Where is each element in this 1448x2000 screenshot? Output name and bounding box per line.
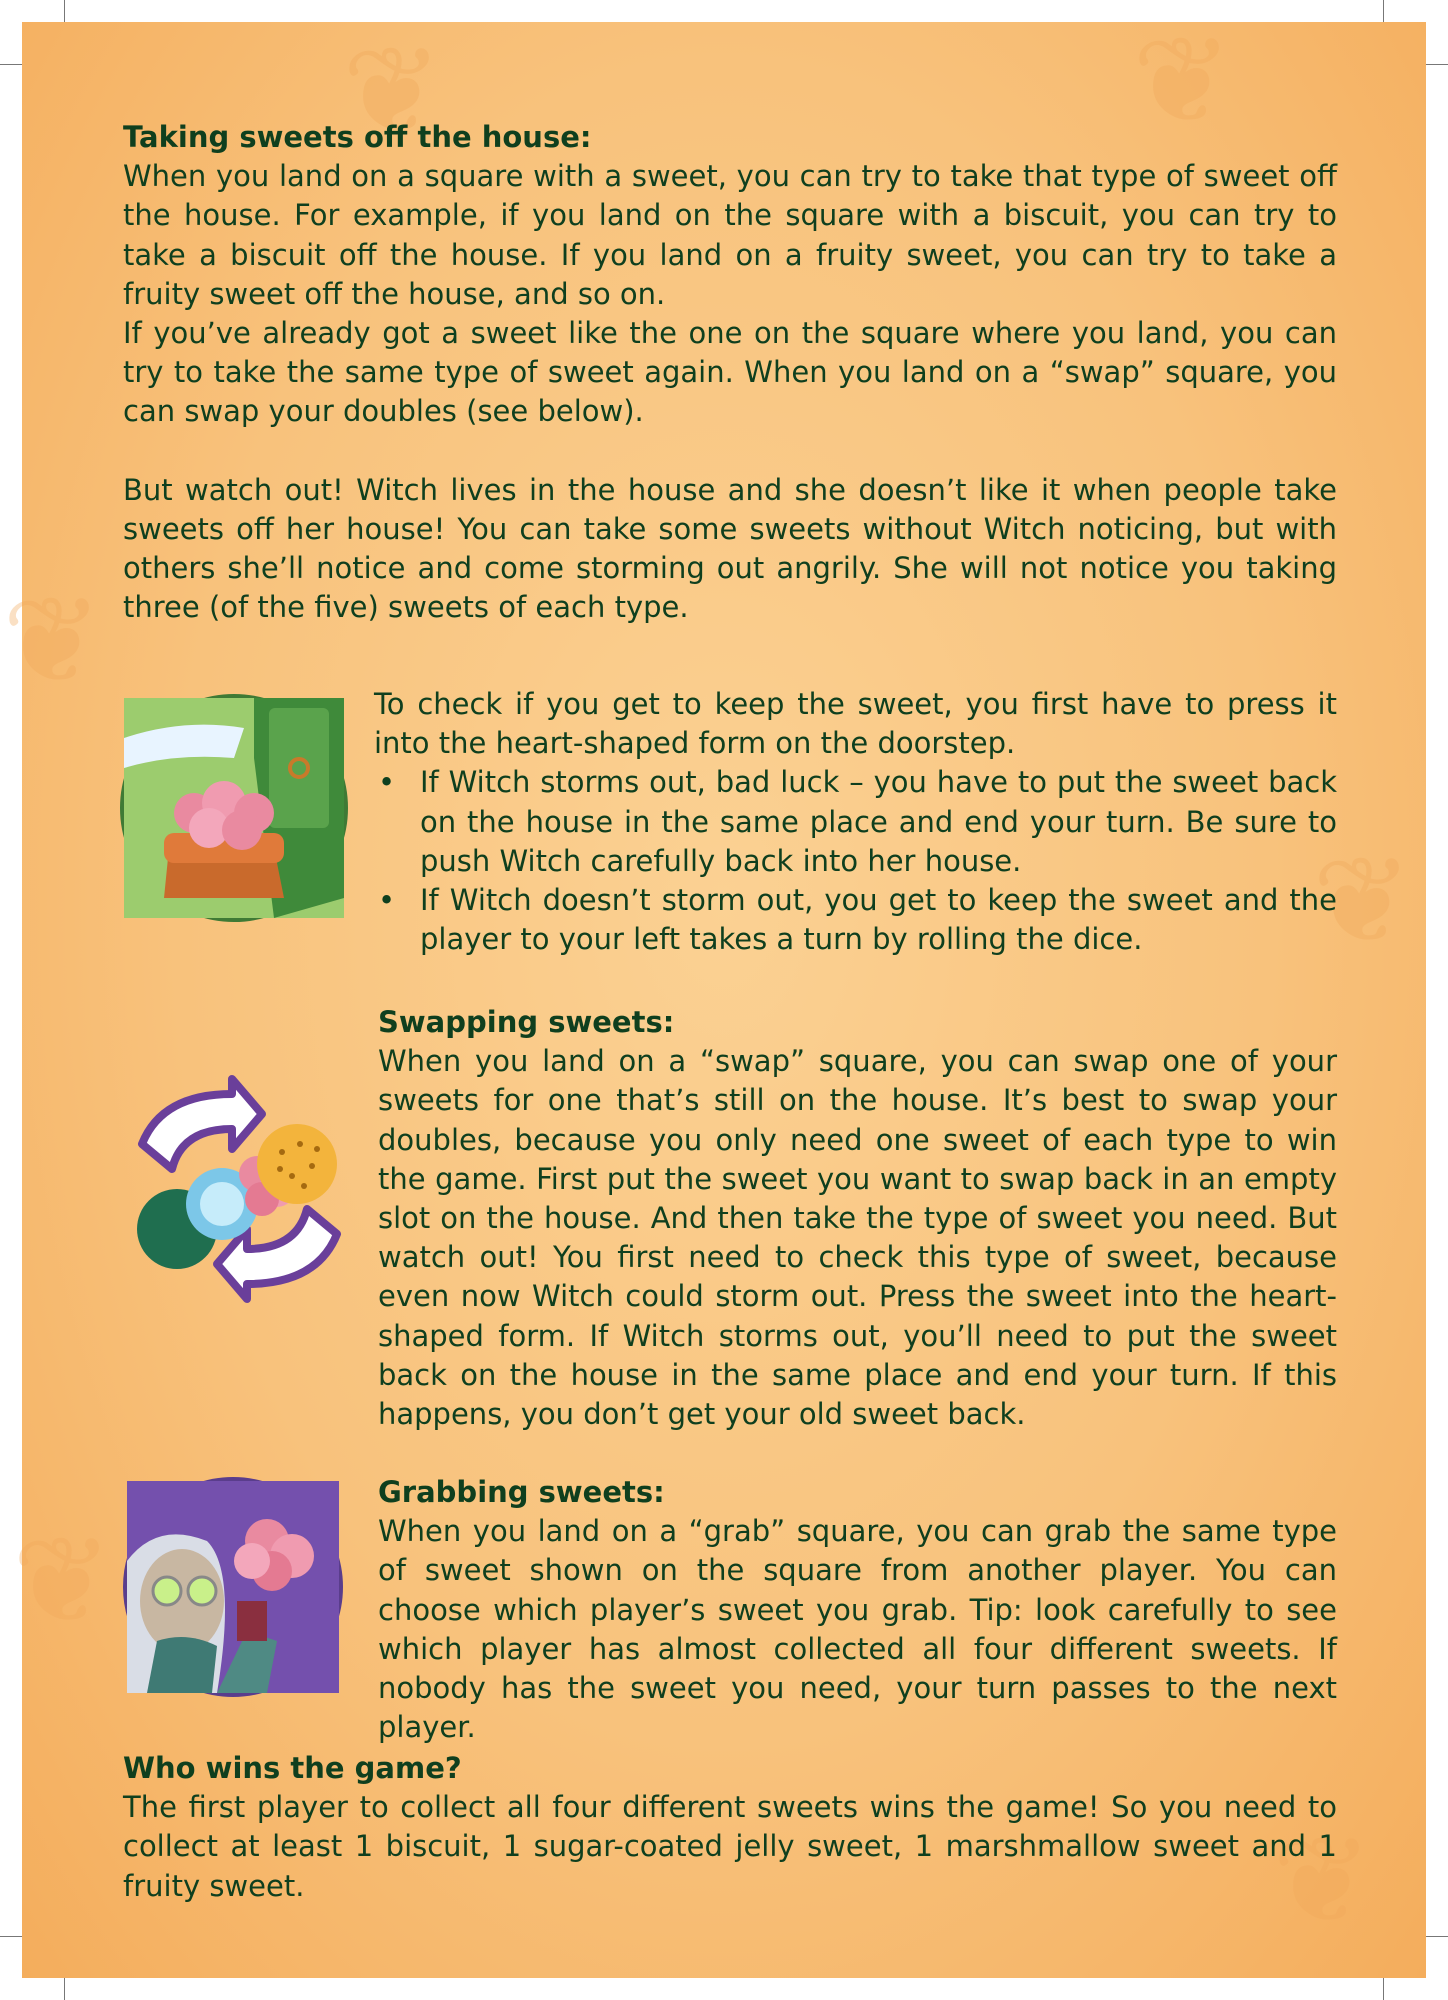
paragraph: When you land on a square with a sweet, you can try to take that type of sweet off the house. For example, if you land on the square with a biscuit, you can try to take a biscuit off the house. If you land on a fruity sweet, you can try to take a fruity sweet off the house, and so on.: [123, 159, 1337, 311]
crop-mark: [1383, 0, 1384, 24]
crop-mark: [64, 1976, 65, 2000]
swapping-sweets-section: [378, 1003, 1337, 1434]
crop-mark: [0, 1936, 24, 1937]
section-heading: Grabbing sweets:: [378, 1475, 665, 1509]
rules-page: [2, 12, 1426, 1978]
leaf-icon: ❦: [12, 1512, 113, 1651]
sweet-on-doorstep-illustration: [120, 694, 348, 922]
bullet-item: • If Witch doesn’t storm out, you get to keep the sweet and the player to your left takes a turn by rolling the dice.: [374, 881, 1337, 959]
leaf-icon: ❦: [2, 572, 103, 711]
paragraph: The first player to collect all four different sweets wins the game! So you need to collect at least 1 biscuit, 1 sugar-coated jelly sweet, 1 marshmallow sweet and 1 fruity sweet.: [123, 1790, 1337, 1903]
crop-mark: [1424, 64, 1448, 65]
section-heading: Taking sweets off the house:: [123, 120, 592, 154]
grabbing-sweets-section: [378, 1473, 1337, 1747]
section-heading: Who wins the game?: [123, 1751, 462, 1785]
leaf-icon: ❦: [1272, 1812, 1373, 1951]
doorstep-icon: [124, 698, 344, 918]
leaf-icon: ❦: [342, 22, 443, 161]
leaf-icon: ❦: [1132, 12, 1233, 151]
paragraph: When you land on a “grab” square, you can grab the same type of sweet shown on the square from another player. You can choose which player’s sweet you grab. Tip: look carefully to see which player has almost collected all four different sweets. If nobody has the sweet you need, your turn passes to the next player.: [378, 1514, 1337, 1745]
section-heading: Swapping sweets:: [378, 1005, 675, 1039]
swap-arrows-illustration: [122, 1074, 357, 1304]
paragraph: But watch out! Witch lives in the house and she doesn’t like it when people take sweets off her house! You can take some sweets without Witch noticing, but with others she’ll notice and come storming out angrily. She will not notice you taking three (of the five) sweets of each type.: [123, 472, 1337, 625]
witch-icon: [127, 1481, 339, 1693]
crop-mark: [1424, 1936, 1448, 1937]
witch-grabbing-illustration: [123, 1477, 343, 1697]
bullet-list: [374, 763, 1337, 959]
crop-mark: [0, 64, 24, 65]
crop-mark: [1383, 1976, 1384, 2000]
paragraph: If you’ve already got a sweet like the one on the square where you land, you can try to take the same type of sweet again. When you land on a “swap” square, you can swap your doubles (see below).: [123, 316, 1337, 429]
leaf-icon: ❦: [1312, 832, 1413, 971]
bullet-item: • If Witch storms out, bad luck – you have to put the sweet back on the house in the same place and end your turn. Be sure to push Witch carefully back into her house.: [374, 763, 1337, 881]
crop-mark: [64, 0, 65, 24]
taking-sweets-section: [123, 118, 1337, 627]
paragraph: To check if you get to keep the sweet, you first have to press it into the heart-shaped form on the doorstep.: [374, 687, 1337, 761]
paragraph: When you land on a “swap” square, you can swap one of your sweets for one that’s still on the house. It’s best to swap your doubles, because you only need one sweet of each type to win the game. First put the sweet you want to swap back in an empty slot on the house. And then take the type of sweet you need. But watch out! You first need to check this type of sweet, because even now Witch could storm out. Press the sweet into the heart-shaped form. If Witch storms out, you’ll need to put the sweet back on the house in the same place and end your turn. If this happens, you don’t get your old sweet back.: [378, 1044, 1337, 1432]
swap-icon: [122, 1074, 357, 1304]
check-sweet-section: [374, 685, 1337, 959]
who-wins-section: [123, 1749, 1337, 1906]
